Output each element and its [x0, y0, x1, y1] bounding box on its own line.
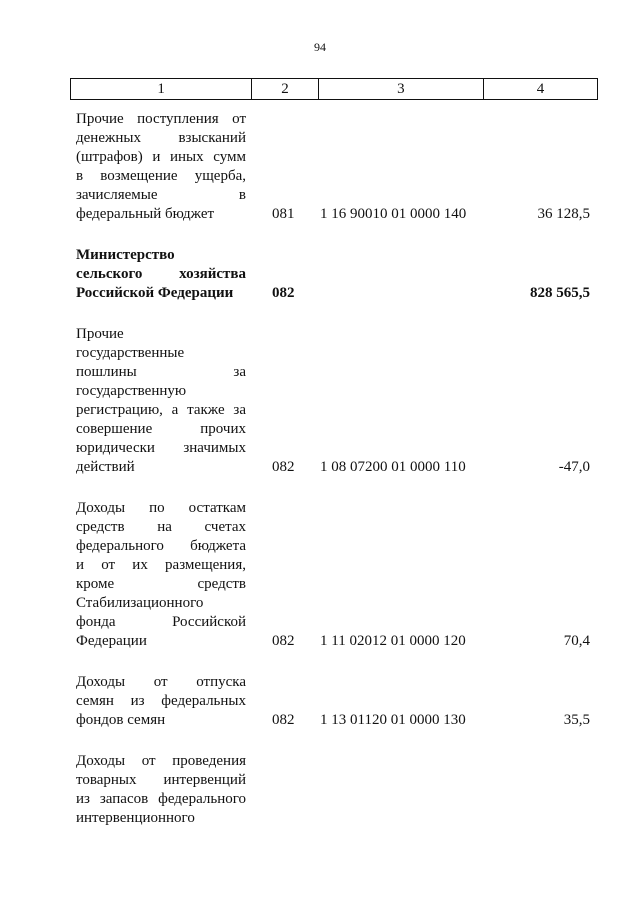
description-line: зачисляемые в: [76, 187, 246, 203]
description-line: и от их размещения,: [76, 557, 246, 573]
admin-code: 082: [272, 285, 295, 301]
description-line: семян из федеральных: [76, 693, 246, 709]
description-line: юридически значимых: [76, 440, 246, 456]
row-description: [76, 110, 246, 224]
description-line: Доходы от проведения: [76, 753, 246, 769]
column-header-1: 1: [71, 79, 252, 100]
description-line: в возмещение ущерба,: [76, 168, 246, 184]
table-row: [76, 110, 596, 224]
budget-classification-code: 1 11 02012 01 0000 120: [320, 633, 466, 649]
page-number: 94: [314, 40, 326, 54]
table-row: [76, 325, 596, 477]
budget-classification-code: 1 16 90010 01 0000 140: [320, 206, 467, 222]
amount: 828 565,5: [530, 285, 590, 301]
description-line: федерального бюджета: [76, 538, 246, 554]
description-line: Российской Федерации: [76, 285, 234, 301]
amount: 36 128,5: [537, 206, 590, 222]
amount: 35,5: [563, 712, 590, 728]
description-line: Федерации: [76, 633, 147, 649]
row-description: [76, 752, 246, 828]
description-line: товарных интервенций: [76, 772, 246, 788]
description-line: Прочие: [76, 326, 124, 342]
admin-code: 082: [272, 633, 295, 649]
description-line: действий: [76, 459, 135, 475]
description-line: регистрацию, а также за: [76, 402, 246, 418]
row-description: [76, 246, 246, 303]
description-line: Стабилизационного: [76, 595, 204, 611]
row-description: [76, 673, 246, 730]
description-line: федеральный бюджет: [76, 206, 215, 222]
admin-code: 081: [272, 206, 295, 222]
budget-classification-code: 1 13 01120 01 0000 130: [320, 712, 466, 728]
column-header-row: [71, 79, 598, 100]
description-line: денежных взысканий: [76, 130, 246, 146]
row-description: [76, 325, 246, 477]
description-line: Прочие поступления от: [76, 111, 246, 127]
admin-code: 082: [272, 459, 295, 475]
table-row: [76, 673, 596, 730]
description-line: Доходы от отпуска: [76, 674, 246, 690]
table-body: [76, 110, 596, 850]
amount: -47,0: [558, 459, 590, 475]
admin-code: 082: [272, 712, 295, 728]
column-header-table: [70, 78, 598, 100]
column-header-2: 2: [252, 79, 318, 100]
table-row: [76, 752, 596, 828]
description-line: сельского хозяйства: [76, 266, 246, 282]
description-line: совершение прочих: [76, 421, 246, 437]
description-line: из запасов федерального: [76, 791, 246, 807]
table-row: [76, 499, 596, 651]
description-line: интервенционного: [76, 810, 195, 826]
description-line: государственные: [76, 345, 185, 361]
column-header-4: 4: [484, 79, 598, 100]
column-header-3: 3: [318, 79, 483, 100]
row-description: [76, 499, 246, 651]
description-line: (штрафов) и иных сумм: [76, 149, 246, 165]
description-line: государственную: [76, 383, 187, 399]
description-line: кроме средств: [76, 576, 246, 592]
table-row: [76, 246, 596, 303]
description-line: пошлины за: [76, 364, 246, 380]
amount: 70,4: [563, 633, 590, 649]
description-line: фонда Российской: [76, 614, 246, 630]
description-line: Министерство: [76, 247, 175, 263]
description-line: Доходы по остаткам: [76, 500, 246, 516]
description-line: фондов семян: [76, 712, 166, 728]
budget-classification-code: 1 08 07200 01 0000 110: [320, 459, 466, 475]
description-line: средств на счетах: [76, 519, 246, 535]
